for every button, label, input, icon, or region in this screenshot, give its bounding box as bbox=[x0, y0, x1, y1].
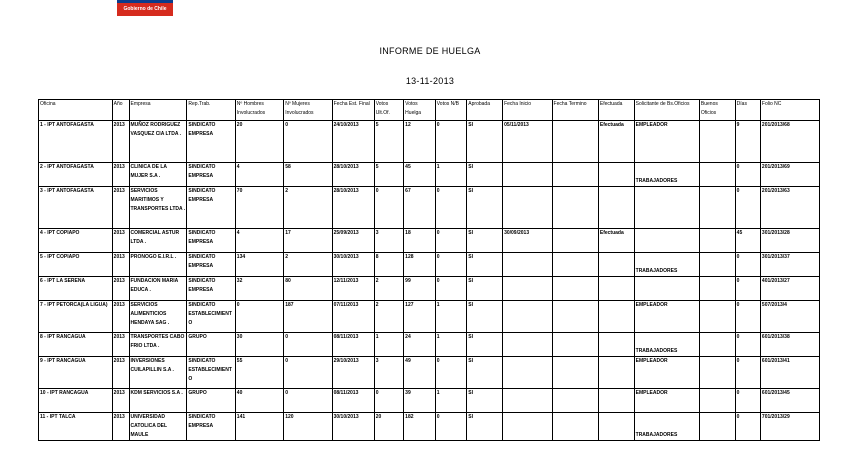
table-row bbox=[39, 187, 820, 229]
table-cell: 0 bbox=[735, 333, 760, 357]
table-cell: 2013 bbox=[112, 333, 129, 357]
table-cell: 1 bbox=[435, 163, 467, 187]
table-cell: 2 bbox=[284, 253, 332, 277]
table-cell: SINDICATO EMPRESA bbox=[187, 187, 235, 229]
table-cell: TRABAJADORES bbox=[634, 253, 699, 277]
table-cell: 4 bbox=[235, 229, 283, 253]
table-cell bbox=[503, 253, 552, 277]
table-cell: 10 - IPT RANCAGUA bbox=[39, 389, 113, 413]
table-cell: SI bbox=[467, 277, 503, 301]
table-cell: 2013 bbox=[112, 413, 129, 441]
table-cell: 0 bbox=[235, 301, 283, 333]
table-cell: SI bbox=[467, 121, 503, 163]
table-row bbox=[39, 301, 820, 333]
table-cell: 2 bbox=[374, 301, 403, 333]
table-cell: 24 bbox=[404, 333, 436, 357]
table-cell: 401/2013/27 bbox=[760, 277, 819, 301]
table-cell: 0 bbox=[735, 163, 760, 187]
table-header-row bbox=[39, 100, 820, 121]
table-cell: SERVICIOS ALIMENTICIOS HENDAYA SAG . bbox=[129, 301, 187, 333]
table-cell bbox=[699, 163, 735, 187]
strike-report-table bbox=[38, 99, 820, 441]
table-cell: 9 - IPT RANCAGUA bbox=[39, 357, 113, 389]
table-cell: 18 bbox=[404, 229, 436, 253]
table-cell: 1 - IPT ANTOFAGASTA bbox=[39, 121, 113, 163]
table-cell: TRABAJADORES bbox=[634, 163, 699, 187]
gobierno-de-chile-logo bbox=[117, 0, 173, 16]
table-cell: SI bbox=[467, 413, 503, 441]
table-cell: COMERCIAL ASTUR LTDA . bbox=[129, 229, 187, 253]
table-cell bbox=[552, 253, 598, 277]
column-header: Folio NC bbox=[760, 100, 819, 121]
table-cell: 120 bbox=[284, 413, 332, 441]
table-cell: 1 bbox=[435, 333, 467, 357]
table-cell bbox=[699, 277, 735, 301]
table-cell: SI bbox=[467, 333, 503, 357]
table-cell: FUNDACION MARIA EDUCA . bbox=[129, 277, 187, 301]
table-cell: 20 bbox=[374, 413, 403, 441]
table-cell: 1 bbox=[374, 333, 403, 357]
table-cell: 0 bbox=[284, 121, 332, 163]
table-cell bbox=[552, 413, 598, 441]
table-cell: CLINICA DE LA MUJER S.A . bbox=[129, 163, 187, 187]
table-cell bbox=[552, 187, 598, 229]
table-cell bbox=[552, 389, 598, 413]
table-cell: 30 bbox=[235, 333, 283, 357]
table-cell: 301/2013/37 bbox=[760, 253, 819, 277]
table-cell: SINDICATO ESTABLECIMIENTO bbox=[187, 357, 235, 389]
table-cell: 182 bbox=[404, 413, 436, 441]
table-cell: 1 bbox=[435, 301, 467, 333]
table-cell: 17 bbox=[284, 229, 332, 253]
table-cell: 28/10/2013 bbox=[332, 163, 374, 187]
table-cell bbox=[699, 357, 735, 389]
table-row bbox=[39, 333, 820, 357]
table-cell bbox=[699, 121, 735, 163]
column-header: Empresa bbox=[129, 100, 187, 121]
column-header: Fecha Termino bbox=[552, 100, 598, 121]
table-cell: 67 bbox=[404, 187, 436, 229]
column-header: Oficina bbox=[39, 100, 113, 121]
table-cell: PRONOGO E.I.R.L . bbox=[129, 253, 187, 277]
table-cell: 4 bbox=[235, 163, 283, 187]
table-cell: 5 bbox=[374, 121, 403, 163]
table-cell bbox=[699, 301, 735, 333]
table-cell: 49 bbox=[404, 357, 436, 389]
column-header: Días bbox=[735, 100, 760, 121]
table-cell: GRUPO bbox=[187, 333, 235, 357]
table-row bbox=[39, 253, 820, 277]
table-cell: TRABAJADORES bbox=[634, 333, 699, 357]
table-cell: SI bbox=[467, 187, 503, 229]
table-cell: 507/2013/4 bbox=[760, 301, 819, 333]
table-cell: EMPLEADOR bbox=[634, 301, 699, 333]
report-date: 13-11-2013 bbox=[405, 76, 455, 86]
table-cell bbox=[552, 163, 598, 187]
table-row bbox=[39, 121, 820, 163]
table-cell: 2013 bbox=[112, 163, 129, 187]
column-header: Año bbox=[112, 100, 129, 121]
table-cell: TRABAJADORES bbox=[634, 413, 699, 441]
table-cell bbox=[699, 333, 735, 357]
column-header: Fecha Est. Final bbox=[332, 100, 374, 121]
table-cell bbox=[699, 229, 735, 253]
table-cell: SINDICATO EMPRESA bbox=[187, 413, 235, 441]
column-header: Votos Ult.Of. bbox=[374, 100, 403, 121]
report-title: INFORME DE HUELGA bbox=[379, 46, 481, 56]
column-header: Rep.Trab. bbox=[187, 100, 235, 121]
table-cell bbox=[598, 253, 634, 277]
table-cell: 29/10/2013 bbox=[332, 357, 374, 389]
table-row bbox=[39, 357, 820, 389]
table-cell bbox=[598, 413, 634, 441]
table-cell: 0 bbox=[374, 389, 403, 413]
table-cell: Efectuada bbox=[598, 229, 634, 253]
table-cell bbox=[552, 229, 598, 253]
table-cell: SINDICATO EMPRESA bbox=[187, 229, 235, 253]
table-cell: 25/09/2013 bbox=[332, 229, 374, 253]
column-header: Buenos Oficios bbox=[699, 100, 735, 121]
table-cell bbox=[552, 277, 598, 301]
column-header: Solicitante de Bs.Oficios bbox=[634, 100, 699, 121]
table-cell bbox=[598, 301, 634, 333]
table-cell bbox=[634, 229, 699, 253]
table-cell: INVERSIONES CUILAPILLIN S.A . bbox=[129, 357, 187, 389]
table-cell bbox=[634, 277, 699, 301]
column-header: Votos N/B bbox=[435, 100, 467, 121]
table-cell: 0 bbox=[284, 333, 332, 357]
table-cell: 0 bbox=[435, 277, 467, 301]
table-cell bbox=[503, 389, 552, 413]
table-cell bbox=[503, 333, 552, 357]
table-cell: 3 bbox=[374, 229, 403, 253]
table-cell: 2 bbox=[374, 277, 403, 301]
table-cell: SI bbox=[467, 253, 503, 277]
table-cell: EMPLEADOR bbox=[634, 121, 699, 163]
table-cell bbox=[552, 121, 598, 163]
table-cell: 127 bbox=[404, 301, 436, 333]
table-cell: 201/2013/69 bbox=[760, 163, 819, 187]
table-cell bbox=[552, 357, 598, 389]
table-cell: 30/09/2013 bbox=[503, 229, 552, 253]
table-cell: 0 bbox=[435, 357, 467, 389]
table-cell: SI bbox=[467, 163, 503, 187]
table-cell: 40 bbox=[235, 389, 283, 413]
table-row bbox=[39, 163, 820, 187]
table-cell: 9 bbox=[735, 121, 760, 163]
table-cell bbox=[503, 163, 552, 187]
table-cell: EMPLEADOR bbox=[634, 389, 699, 413]
table-cell: 0 bbox=[435, 187, 467, 229]
table-cell: 3 bbox=[374, 357, 403, 389]
table-cell: UNIVERSIDAD CATOLICA DEL MAULE bbox=[129, 413, 187, 441]
table-cell: 2013 bbox=[112, 253, 129, 277]
table-cell: 134 bbox=[235, 253, 283, 277]
table-cell: 2 bbox=[284, 187, 332, 229]
table-cell bbox=[598, 163, 634, 187]
table-cell: 07/11/2013 bbox=[332, 301, 374, 333]
table-cell: 55 bbox=[235, 357, 283, 389]
table-cell bbox=[503, 301, 552, 333]
table-cell: 0 bbox=[435, 413, 467, 441]
table-cell: 12 bbox=[404, 121, 436, 163]
table-cell: GRUPO bbox=[187, 389, 235, 413]
table-cell: 0 bbox=[735, 187, 760, 229]
table-cell: 141 bbox=[235, 413, 283, 441]
table-cell: 20 bbox=[235, 121, 283, 163]
table-cell bbox=[503, 357, 552, 389]
table-cell: SI bbox=[467, 357, 503, 389]
table-cell: SINDICATO EMPRESA bbox=[187, 253, 235, 277]
table-row bbox=[39, 277, 820, 301]
table-cell: 128 bbox=[404, 253, 436, 277]
table-cell: 3 - IPT ANTOFAGASTA bbox=[39, 187, 113, 229]
table-cell: 0 bbox=[435, 229, 467, 253]
table-row bbox=[39, 413, 820, 441]
table-cell: 28/10/2013 bbox=[332, 187, 374, 229]
table-cell: 0 bbox=[435, 121, 467, 163]
table-cell: 0 bbox=[735, 413, 760, 441]
table-cell: MUÑOZ RODRIGUEZ VASQUEZ CIA LTDA . bbox=[129, 121, 187, 163]
table-cell: EMPLEADOR bbox=[634, 357, 699, 389]
table-cell bbox=[699, 413, 735, 441]
table-cell: 0 bbox=[735, 277, 760, 301]
table-cell bbox=[699, 253, 735, 277]
table-cell: 2013 bbox=[112, 187, 129, 229]
table-cell: 2 - IPT ANTOFAGASTA bbox=[39, 163, 113, 187]
table-cell: 0 bbox=[735, 389, 760, 413]
table-cell: 601/2013/45 bbox=[760, 389, 819, 413]
table-cell: 12/11/2013 bbox=[332, 277, 374, 301]
table-cell bbox=[552, 333, 598, 357]
table-cell bbox=[598, 357, 634, 389]
table-cell: 30/10/2013 bbox=[332, 253, 374, 277]
table-cell: 0 bbox=[735, 301, 760, 333]
table-cell: SINDICATO EMPRESA bbox=[187, 163, 235, 187]
table-cell: 0 bbox=[374, 187, 403, 229]
table-row bbox=[39, 389, 820, 413]
table-cell: 601/2013/41 bbox=[760, 357, 819, 389]
table-cell: SI bbox=[467, 389, 503, 413]
table-cell: 0 bbox=[284, 357, 332, 389]
table-cell: 2013 bbox=[112, 121, 129, 163]
table-cell: 6 - IPT LA SERENA bbox=[39, 277, 113, 301]
table-cell: 701/2013/29 bbox=[760, 413, 819, 441]
table-cell: 24/10/2013 bbox=[332, 121, 374, 163]
table-cell: SINDICATO ESTABLECIMIENTO bbox=[187, 301, 235, 333]
table-cell bbox=[598, 389, 634, 413]
table-cell: 2013 bbox=[112, 229, 129, 253]
table-cell: 80 bbox=[284, 277, 332, 301]
table-cell: 7 - IPT PETORCA(LA LIGUA) bbox=[39, 301, 113, 333]
table-cell: 8 - IPT RANCAGUA bbox=[39, 333, 113, 357]
table-cell bbox=[552, 301, 598, 333]
column-header: Votos Huelga bbox=[404, 100, 436, 121]
table-cell: 2013 bbox=[112, 389, 129, 413]
table-cell: 0 bbox=[284, 389, 332, 413]
table-cell: 601/2013/38 bbox=[760, 333, 819, 357]
table-cell: SERVICIOS MARITIMOS Y TRANSPORTES LTDA . bbox=[129, 187, 187, 229]
table-cell: 70 bbox=[235, 187, 283, 229]
table-cell: 0 bbox=[735, 357, 760, 389]
table-cell bbox=[503, 413, 552, 441]
table-cell: KDM SERVICIOS S.A . bbox=[129, 389, 187, 413]
table-cell: 11 - IPT TALCA bbox=[39, 413, 113, 441]
table-cell bbox=[699, 389, 735, 413]
table-cell: 45 bbox=[735, 229, 760, 253]
table-cell bbox=[598, 333, 634, 357]
table-cell: 05/11/2013 bbox=[503, 121, 552, 163]
table-cell: 301/2013/28 bbox=[760, 229, 819, 253]
table-cell: TRANSPORTES CABO FRIO LTDA . bbox=[129, 333, 187, 357]
table-cell: 39 bbox=[404, 389, 436, 413]
table-cell: 5 bbox=[374, 163, 403, 187]
table-cell bbox=[503, 187, 552, 229]
table-cell: 0 bbox=[735, 253, 760, 277]
logo-text: Gobierno de Chile bbox=[117, 3, 173, 16]
table-cell: 2013 bbox=[112, 277, 129, 301]
table-cell: 58 bbox=[284, 163, 332, 187]
table-cell: 8 bbox=[374, 253, 403, 277]
table-cell bbox=[503, 277, 552, 301]
column-header: Fecha Inicio bbox=[503, 100, 552, 121]
table-row bbox=[39, 229, 820, 253]
table-cell: 32 bbox=[235, 277, 283, 301]
table-cell: SI bbox=[467, 301, 503, 333]
table-cell: 99 bbox=[404, 277, 436, 301]
table-cell: 08/11/2013 bbox=[332, 333, 374, 357]
table-cell bbox=[634, 187, 699, 229]
table-cell: 08/11/2013 bbox=[332, 389, 374, 413]
table-cell: 2013 bbox=[112, 301, 129, 333]
table-cell: 1 bbox=[435, 389, 467, 413]
table-cell: 5 - IPT COPIAPO bbox=[39, 253, 113, 277]
column-header: Efectuada bbox=[598, 100, 634, 121]
table-cell: 45 bbox=[404, 163, 436, 187]
table-cell bbox=[598, 187, 634, 229]
table-cell bbox=[699, 187, 735, 229]
column-header: Nº Hombres Involucrados bbox=[235, 100, 283, 121]
table-cell: 201/2013/68 bbox=[760, 121, 819, 163]
table-cell bbox=[598, 277, 634, 301]
column-header: Nº Mujeres Involucrados bbox=[284, 100, 332, 121]
table-cell: 187 bbox=[284, 301, 332, 333]
table-cell: 4 - IPT COPIAPO bbox=[39, 229, 113, 253]
table-cell: SI bbox=[467, 229, 503, 253]
table-cell: 201/2013/63 bbox=[760, 187, 819, 229]
column-header: Aprobada bbox=[467, 100, 503, 121]
table-cell: 2013 bbox=[112, 357, 129, 389]
table-cell: Efectuada bbox=[598, 121, 634, 163]
table-cell: SINDICATO EMPRESA bbox=[187, 121, 235, 163]
table-cell: 0 bbox=[435, 253, 467, 277]
table-cell: SINDICATO EMPRESA bbox=[187, 277, 235, 301]
table-cell: 30/10/2013 bbox=[332, 413, 374, 441]
